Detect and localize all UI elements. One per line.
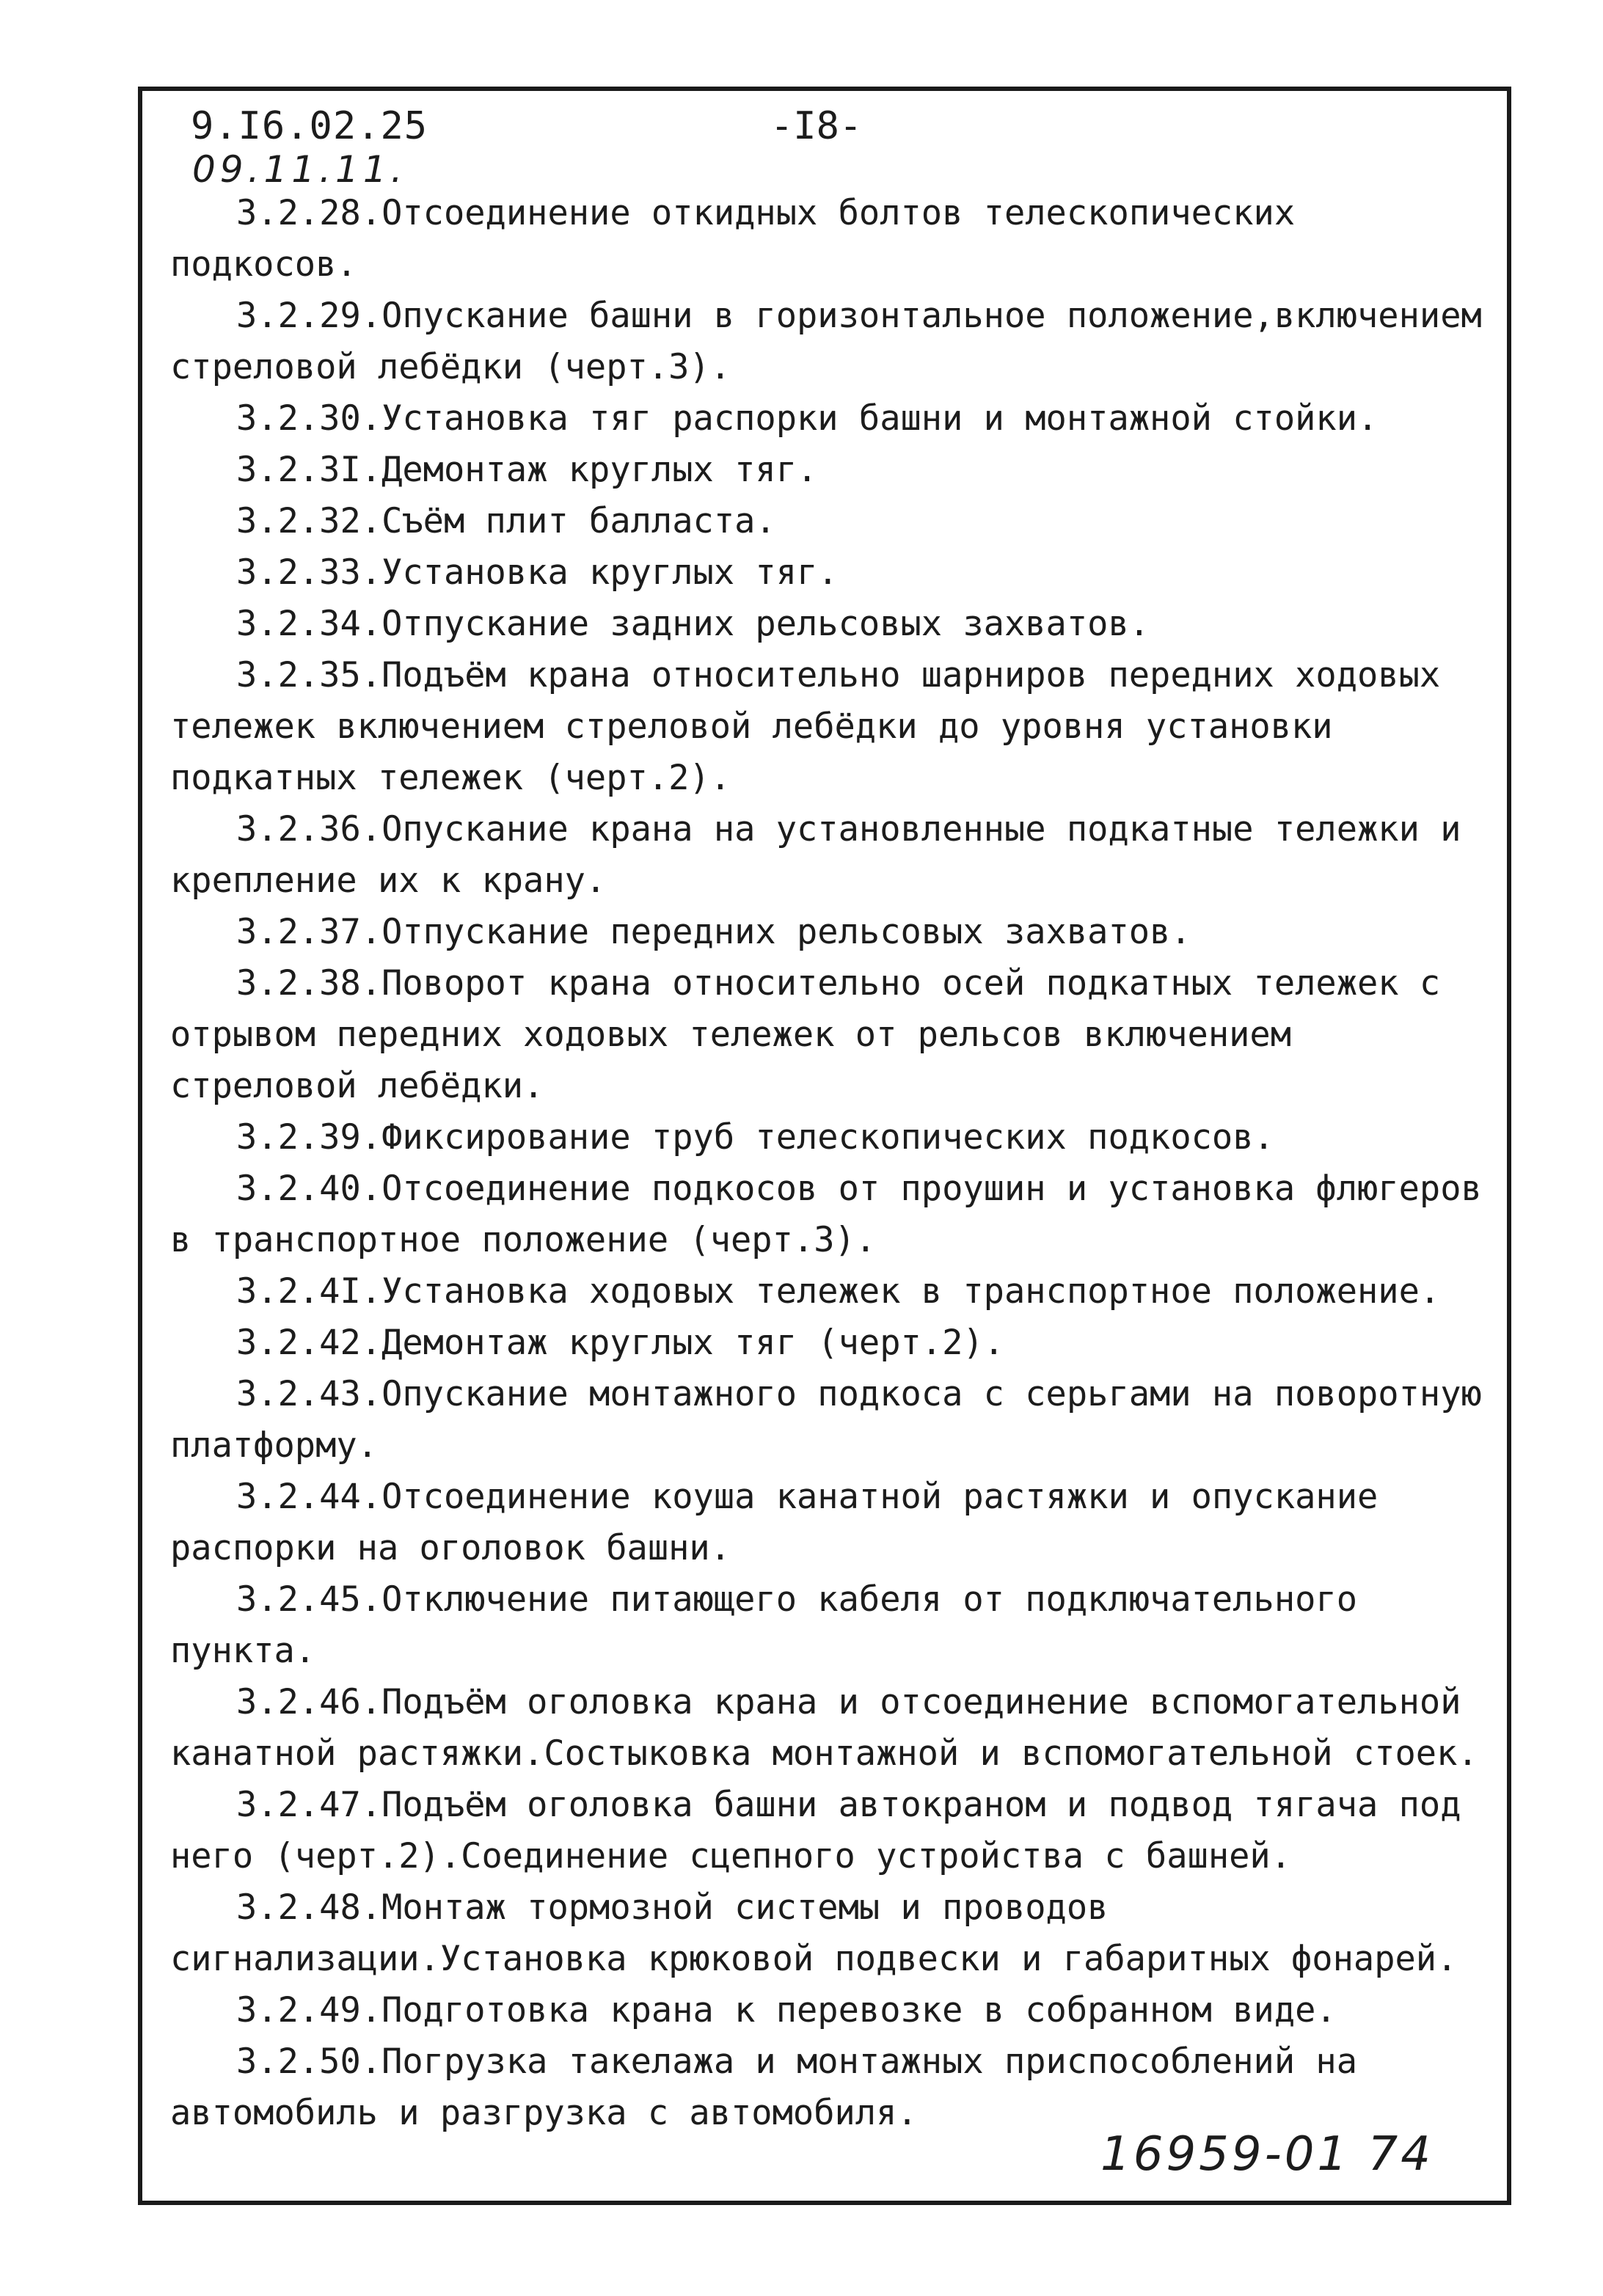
paragraph-3-2-47: 3.2.47.Подъём оголовка башни автокраном и подвод тягача под него (черт.2).Соединение сцепного устройства с башней. [170,1785,1461,1876]
document-code: 9.I6.02.25 [191,104,428,148]
paragraph-3-2-41: 3.2.4I.Установка ходовых тележек в транспортное положение. [236,1271,1441,1312]
paragraph-3-2-42: 3.2.42.Демонтаж круглых тяг (черт.2). [236,1323,1004,1363]
paragraph-3-2-29: 3.2.29.Опускание башни в горизонтальное положение,включением стреловой лебёдки (черт.3). [170,296,1482,387]
paragraph-3-2-32: 3.2.32.Съём плит балласта. [236,501,776,541]
paragraph-3-2-34: 3.2.34.Отпускание задних рельсовых захватов. [236,604,1150,644]
paragraph-3-2-46: 3.2.46.Подъём оголовка крана и отсоединение вспомогательной канатной растяжки.Состыковка монтажной и вспомогательной стоек. [170,1682,1478,1774]
paragraph-3-2-35: 3.2.35.Подъём крана относительно шарниров передних ходовых тележек включением стреловой лебёдки до уровня установки подкатных тележек (черт.2). [170,655,1441,798]
paragraph-3-2-38: 3.2.38.Поворот крана относительно осей подкатных тележек с отрывом передних ходовых тележек от рельсов включением стреловой лебёдки. [170,963,1441,1106]
paragraph-3-2-28: 3.2.28.Отсоединение откидных болтов телескопических подкосов. [170,193,1296,285]
handwritten-date: 09.11.11. [192,148,407,191]
paragraph-3-2-49: 3.2.49.Подготовка крана к перевозке в собранном виде. [236,1990,1337,2030]
paragraph-3-2-31: 3.2.3I.Демонтаж круглых тяг. [236,450,818,490]
paragraph-3-2-50: 3.2.50.Погрузка такелажа и монтажных приспособлений на автомобиль и разгрузка с автомобиля. [170,2041,1358,2133]
document-body [170,188,1498,2139]
paragraph-3-2-48: 3.2.48.Монтаж тормозной системы и проводов сигнализации.Установка крюковой подвески и габаритных фонарей. [170,1887,1458,1979]
paragraph-3-2-36: 3.2.36.Опускание крана на установленные подкатные тележки и крепление их к крану. [170,809,1461,901]
page-number: -I8- [770,104,863,148]
paragraph-3-2-44: 3.2.44.Отсоединение коуша канатной растяжки и опускание распорки на оголовок башни. [170,1477,1379,1568]
handwritten-footer-code: 16959-01 74 [1100,2127,1434,2182]
paragraph-3-2-30: 3.2.30.Установка тяг распорки башни и монтажной стойки. [236,398,1379,439]
paragraph-3-2-39: 3.2.39.Фиксирование труб телескопических подкосов. [236,1117,1274,1158]
paragraph-3-2-43: 3.2.43.Опускание монтажного подкоса с серьгами на поворотную платформу. [170,1374,1482,1466]
paragraph-3-2-40: 3.2.40.Отсоединение подкосов от проушин и установка флюгеров в транспортное положение (черт.3). [170,1169,1482,1260]
paragraph-3-2-37: 3.2.37.Отпускание передних рельсовых захватов. [236,912,1191,952]
paragraph-3-2-33: 3.2.33.Установка круглых тяг. [236,552,839,593]
paragraph-3-2-45: 3.2.45.Отключение питающего кабеля от подключательного пункта. [170,1579,1358,1671]
